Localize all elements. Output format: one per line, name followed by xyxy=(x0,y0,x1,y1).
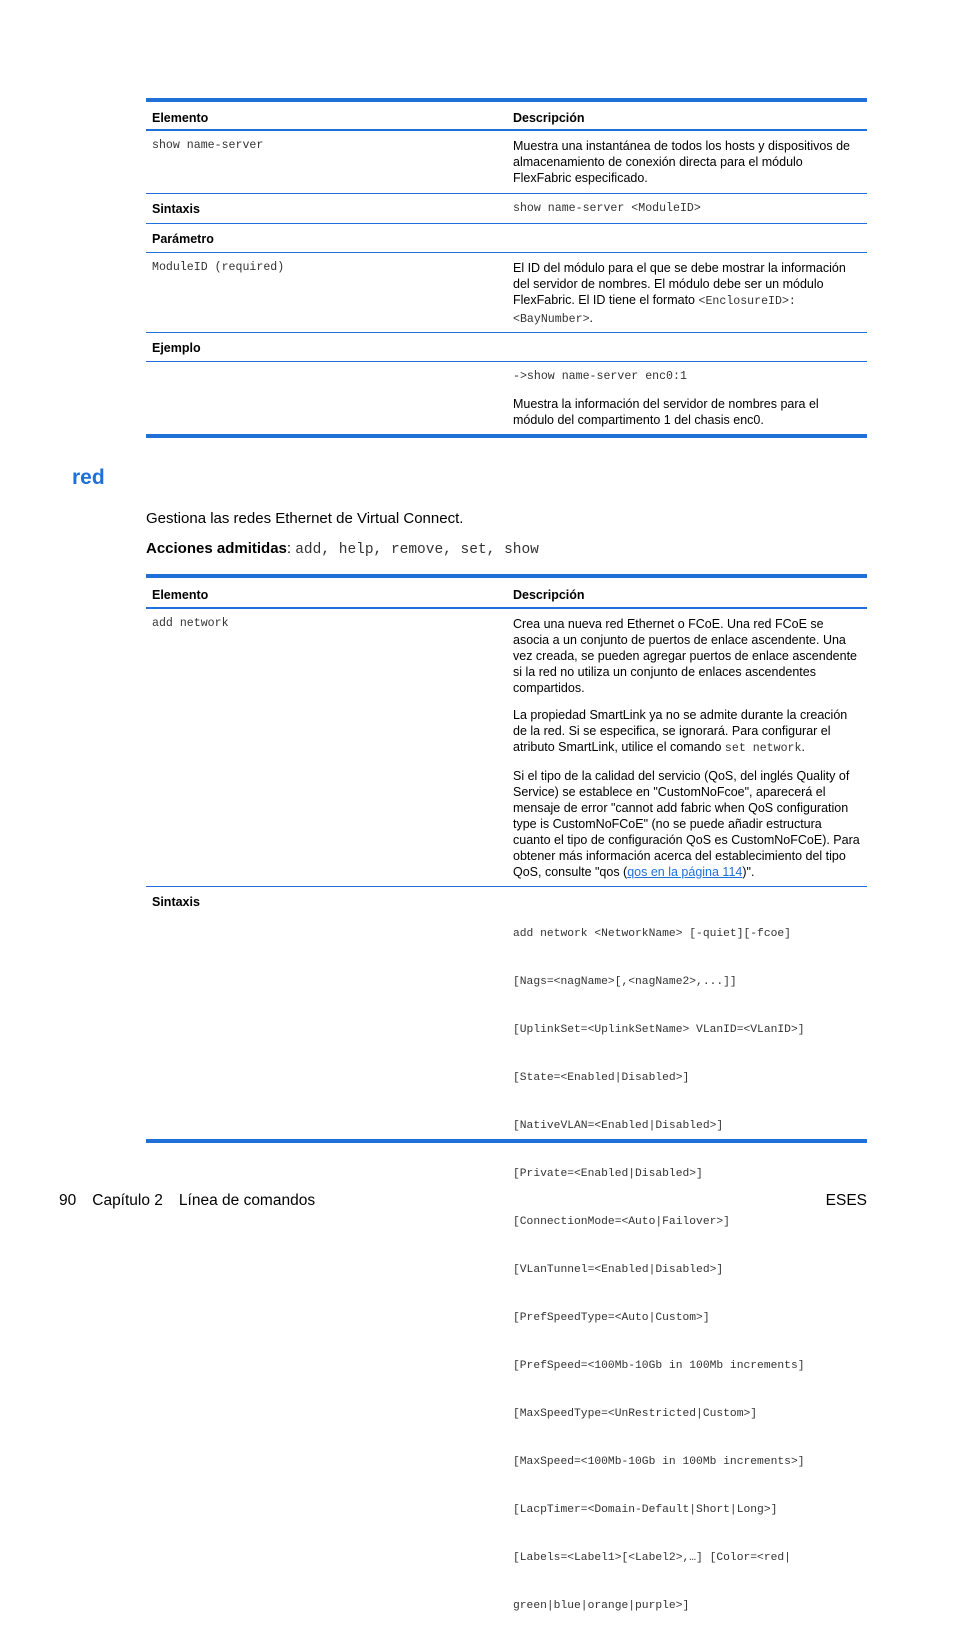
syntax-line: [State=<Enabled|Disabled>] xyxy=(513,1072,690,1084)
inline-command: set network xyxy=(724,742,802,755)
header-descripcion: Descripción xyxy=(513,111,585,125)
syntax-line: [LacpTimer=<Domain-Default|Short|Long>] xyxy=(513,1504,778,1516)
page-number: 90 xyxy=(59,1192,77,1209)
parameter-label: Parámetro xyxy=(152,232,214,246)
command-name: show name-server xyxy=(152,139,264,152)
supported-actions: Acciones admitidas: add, help, remove, set, show xyxy=(146,540,539,558)
syntax-line: [ConnectionMode=<Auto|Failover>] xyxy=(513,1216,730,1228)
table-row xyxy=(146,194,867,224)
syntax-line: green|blue|orange|purple>] xyxy=(513,1600,690,1612)
syntax-line: [MaxSpeed=<100Mb-10Gb in 100Mb increments>] xyxy=(513,1456,805,1468)
parameter-format: <EnclosureID>:<BayNumber> xyxy=(513,295,796,326)
command-name: add network xyxy=(152,617,229,630)
chapter-title: Línea de comandos xyxy=(178,1192,316,1209)
parameter-description: El ID del módulo para el que se debe mostrar la información del servidor de nombres. El módulo debe ser un módulo FlexFabric. El ID tiene el formato <EnclosureID>:<BayNumber>. xyxy=(513,261,846,326)
footer-locale: ESES xyxy=(825,1192,867,1209)
section-title: red xyxy=(72,466,105,489)
header-descripcion: Descripción xyxy=(513,588,585,602)
syntax-value: show name-server <ModuleID> xyxy=(513,202,701,215)
command-description: Muestra una instantánea de todos los hosts y dispositivos de almacenamiento de conexión directa para el módulo FlexFabric especificado. xyxy=(513,139,851,185)
parameter-name: ModuleID (required) xyxy=(152,261,285,274)
table-row xyxy=(146,131,867,194)
header-elemento: Elemento xyxy=(152,111,209,125)
example-command: ->show name-server enc0:1 xyxy=(513,370,687,383)
syntax-line: [PrefSpeed=<100Mb-10Gb in 100Mb increments] xyxy=(513,1360,805,1372)
syntax-line: [Nags=<nagName>[,<nagName2>,...]] xyxy=(513,976,737,988)
syntax-label: Sintaxis xyxy=(152,895,200,909)
actions-label: Acciones admitidas xyxy=(146,540,287,557)
table-show-name-server xyxy=(146,98,867,438)
section-intro: Gestiona las redes Ethernet de Virtual Connect. xyxy=(146,510,464,527)
header-elemento: Elemento xyxy=(152,588,209,602)
example-description: Muestra la información del servidor de nombres para el módulo del compartimento 1 del chasis enc0. xyxy=(513,397,819,427)
qos-page-link[interactable]: qos en la página 114 xyxy=(627,865,743,879)
syntax-line: [Private=<Enabled|Disabled>] xyxy=(513,1168,703,1180)
example-label: Ejemplo xyxy=(152,341,201,355)
description-paragraph: La propiedad SmartLink ya no se admite durante la creación de la red. Si se especifica, se ignorará. Para configurar el atributo SmartLink, utilice el comando set network. xyxy=(513,708,848,755)
description-paragraph: Si el tipo de la calidad del servicio (QoS, del inglés Quality of Service) se establece en "CustomNoFcoe", aparecerá el mensaje de error "cannot add fabric when QoS configuration type is CustomNoFCoE" (no se puede añadir estructura cuanto el tipo de configuración QoS es CustomNoFCoE). Para obtener más información acerca del establecimiento del tipo QoS, consulte "qos (qos en la página 114)". xyxy=(513,769,860,879)
description-paragraph: Crea una nueva red Ethernet o FCoE. Una red FCoE se asocia a un conjunto de puertos de enlace ascendente. Una vez creada, se pueden agregar puertos de enlace ascendente si la red no utiliza un conjunto de enlaces ascendentes compartidos. xyxy=(513,617,857,695)
syntax-label: Sintaxis xyxy=(152,202,200,216)
table-row xyxy=(146,253,867,333)
table-row xyxy=(146,609,867,887)
table-row xyxy=(146,362,867,438)
table-row xyxy=(146,224,867,253)
actions-list: add, help, remove, set, show xyxy=(295,542,539,558)
table-header-row xyxy=(146,574,867,609)
syntax-line: [Labels=<Label1>[<Label2>,…] [Color=<red| xyxy=(513,1552,791,1564)
syntax-line: [UplinkSet=<UplinkSetName> VLanID=<VLanID>] xyxy=(513,1024,805,1036)
table-row xyxy=(146,333,867,362)
page-footer-left xyxy=(59,1192,331,1210)
syntax-line: [MaxSpeedType=<UnRestricted|Custom>] xyxy=(513,1408,758,1420)
syntax-line: [VLanTunnel=<Enabled|Disabled>] xyxy=(513,1264,724,1276)
syntax-line: [NativeVLAN=<Enabled|Disabled>] xyxy=(513,1120,724,1132)
syntax-line: [PrefSpeedType=<Auto|Custom>] xyxy=(513,1312,710,1324)
table-header-row xyxy=(146,98,867,131)
syntax-line: add network <NetworkName> [-quiet][-fcoe] xyxy=(513,928,791,940)
chapter-label: Capítulo 2 xyxy=(92,1192,163,1209)
command-description xyxy=(507,609,867,886)
